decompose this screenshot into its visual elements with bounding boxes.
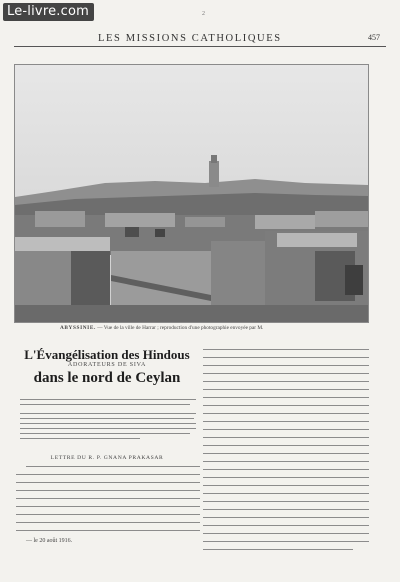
caption-place: ABYSSINIE. xyxy=(60,325,96,331)
photo-caption xyxy=(60,325,350,332)
running-head: LES MISSIONS CATHOLIQUES xyxy=(98,33,282,44)
right-column-body xyxy=(203,349,369,554)
article-title: L'Évangélisation des Hindous xyxy=(24,347,190,362)
folio: 2 xyxy=(202,11,205,17)
article-subtitle: ADORATEURS DE SIVA xyxy=(67,362,147,368)
article-title-line2: dans le nord de Ceylan xyxy=(33,370,181,386)
intro-text-block xyxy=(20,399,196,445)
header-rule xyxy=(14,46,386,47)
left-column-body xyxy=(16,466,200,546)
caption-text: — Vue de la ville de Harrar ; reproduction d'une photographie envoyée par M. xyxy=(97,325,264,331)
article-byline: LETTRE DU R. P. GNANA PRAKASAR xyxy=(50,455,164,461)
watermark-logo: Le-livre.com xyxy=(3,3,94,21)
harrar-photograph xyxy=(14,64,369,323)
page-number: 457 xyxy=(368,33,380,42)
photo-illustration xyxy=(15,65,368,322)
dateline: — le 20 août 1916. xyxy=(26,538,73,544)
